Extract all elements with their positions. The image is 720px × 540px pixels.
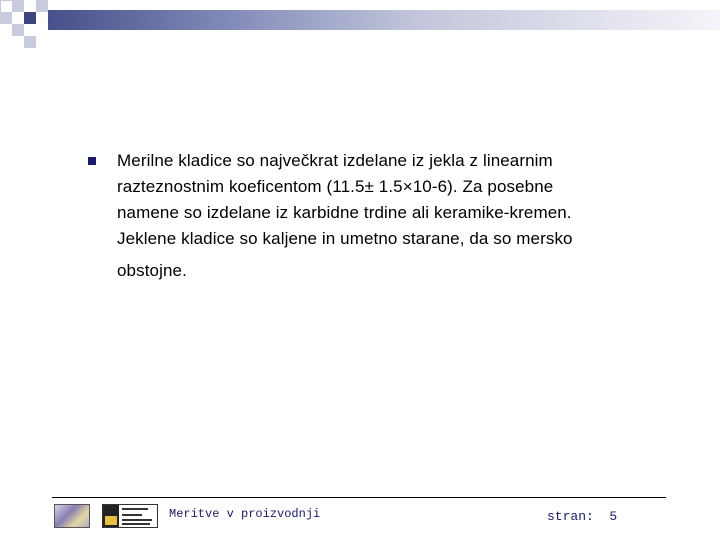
page-number: 5 (609, 509, 618, 524)
bullet-line-1: Merilne kladice so največkrat izdelane iz jekla z linearnim (117, 151, 553, 170)
deco-square-6 (12, 12, 24, 24)
page-label: stran: (547, 509, 594, 524)
footer-divider (52, 497, 666, 498)
bullet-text (117, 148, 573, 284)
square-bullet-icon (88, 157, 96, 165)
slide-content (88, 148, 688, 284)
bullet-item (88, 148, 688, 284)
footer-title: Meritve v proizvodnji (169, 507, 321, 521)
deco-square-8 (36, 12, 48, 24)
page-indicator (547, 509, 617, 524)
header-decoration (0, 0, 720, 50)
bullet-line-4: Jeklene kladice so kaljene in umetno starane, da so mersko (117, 229, 573, 248)
bullet-line-3: namene so izdelane iz karbidne trdine ali keramike-kremen. (117, 203, 572, 222)
deco-square-10 (24, 24, 36, 36)
deco-square-7 (24, 12, 36, 24)
deco-square-5 (0, 12, 12, 24)
deco-square-2 (12, 0, 24, 12)
deco-square-4 (36, 0, 48, 12)
laboratory-logo-icon (102, 504, 158, 528)
bullet-line-5: obstojne. (117, 261, 187, 280)
meritve-logo-icon (54, 504, 90, 528)
deco-square-3 (24, 0, 36, 12)
deco-square-9 (12, 24, 24, 36)
bullet-line-2: razteznostnim koeficentom (11.5± 1.5×10-6). Za posebne (117, 177, 554, 196)
header-gradient-bar (48, 10, 720, 30)
deco-square-11 (24, 36, 36, 48)
